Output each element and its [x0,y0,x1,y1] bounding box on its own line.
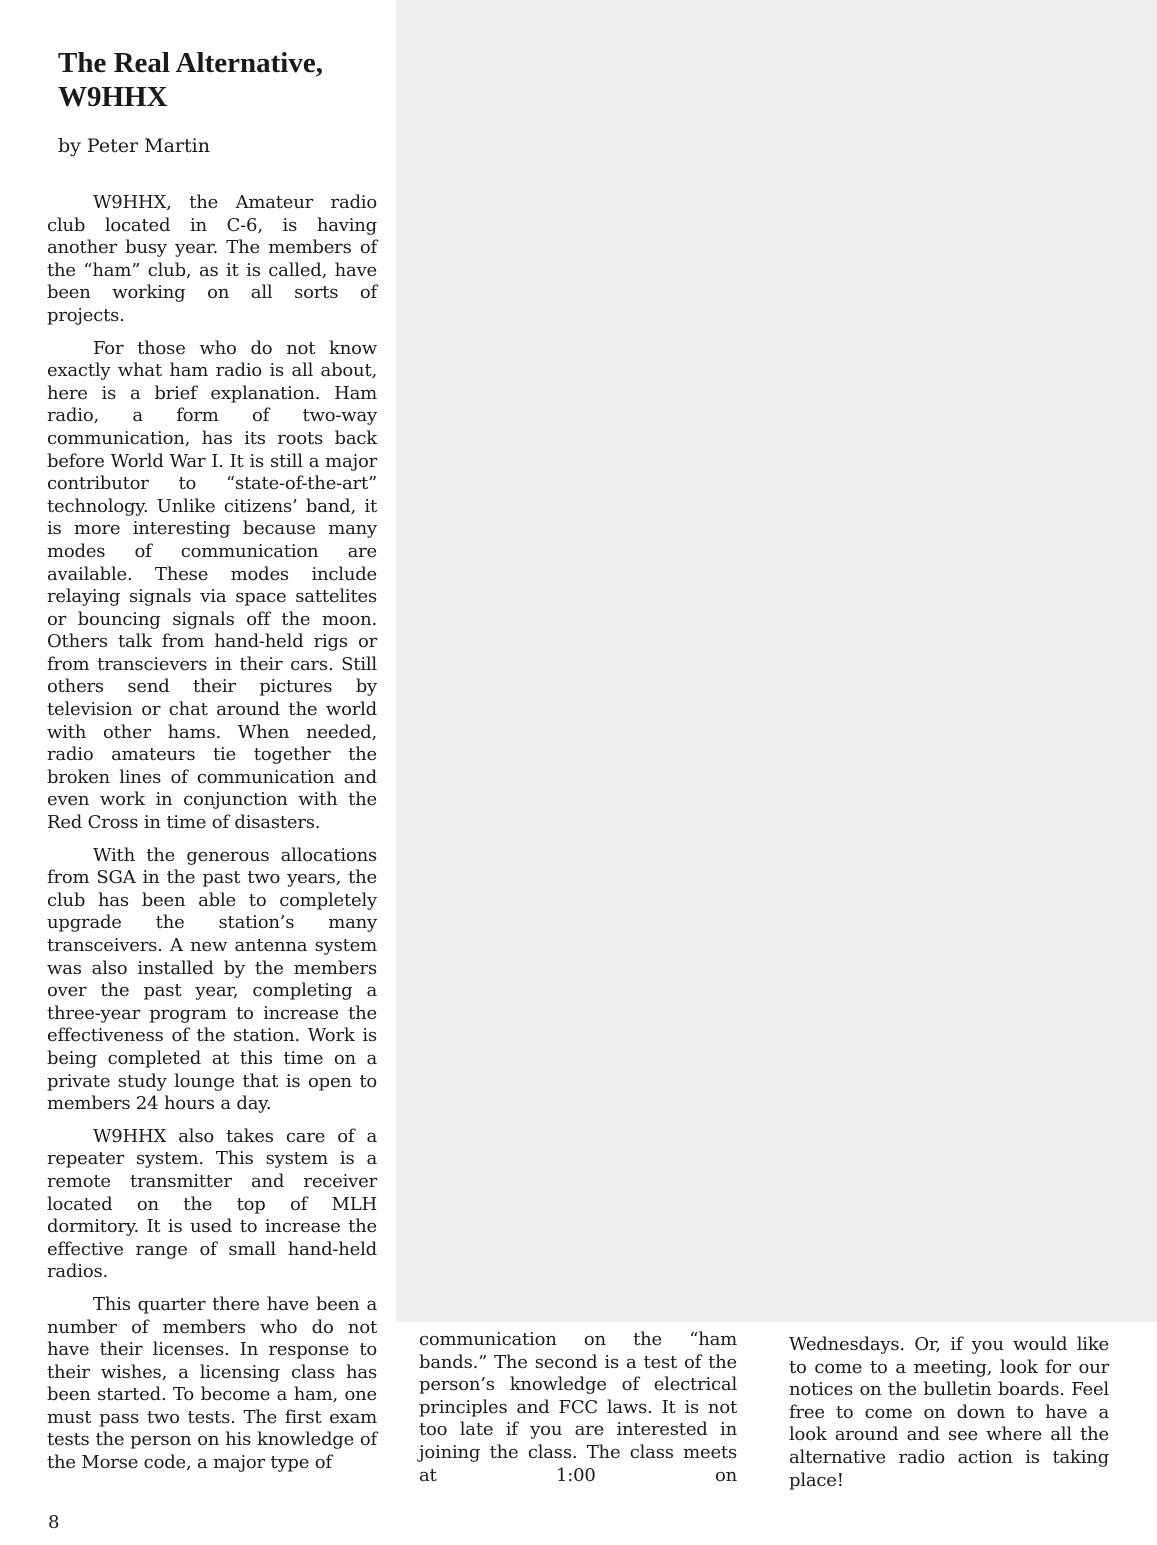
article-column-2 [419,1329,737,1497]
page-number: 8 [48,1512,60,1533]
paragraph: W9HHX, the Amateur radio club located in C-6, is having another busy year. The members of the “ham” club, as it is called, have been working on all sorts of projects. [47,192,377,326]
paragraph: Wednesdays. Or, if you would like to come to a meeting, look for our notices on the bulletin boards. Feel free to come on down to have a look around and see where all the alternative radio action is taking place! [789,1334,1109,1491]
paragraph: With the generous allocations from SGA in the past two years, the club has been able to completely upgrade the station’s many transceivers. A new antenna system was also installed by the members over the past year, completing a three-year program to increase the effectiveness of the station. Work is being completed at this time on a private study lounge that is open to members 24 hours a day. [47,844,377,1115]
title-line-2: W9HHX [58,81,168,113]
paragraph: W9HHX also takes care of a repeater system. This system is a remote transmitter and receiver located on the top of MLH dormitory. It is used to increase the effective range of small hand-held radios. [47,1125,377,1283]
paragraph: For those who do not know exactly what ham radio is all about, here is a brief explanation. Ham radio, a form of two-way communication, has its roots back before World War I. It is still a major contributor to “state-of-the-art” technology. Unlike citizens’ band, it is more interesting because many modes of communication are available. These modes include relaying signals via space sattelites or bouncing signals off the moon. Others talk from hand-held rigs or from transcievers in their cars. Still others send their pictures by television or chat around the world with other hams. When needed, radio amateurs tie together the broken lines of communication and even work in conjunction with the Red Cross in time of disasters. [47,337,377,834]
article-column-3 [789,1334,1109,1502]
byline: by Peter Martin [58,135,210,157]
paragraph: communication on the “ham bands.” The second is a test of the person’s knowledge of electrical principles and FCC laws. It is not too late if you are interested in joining the class. The class meets at 1:00 on [419,1329,737,1486]
paragraph: This quarter there have been a number of members who do not have their licenses. In response to their wishes, a licensing class has been started. To become a ham, one must pass two tests. The first exam tests the person on his knowledge of the Morse code, a major type of [47,1293,377,1474]
photo-placeholder [396,0,1157,1322]
article-column-1 [47,192,377,1485]
title-line-1: The Real Alternative, [58,47,323,79]
article-title [58,46,388,114]
